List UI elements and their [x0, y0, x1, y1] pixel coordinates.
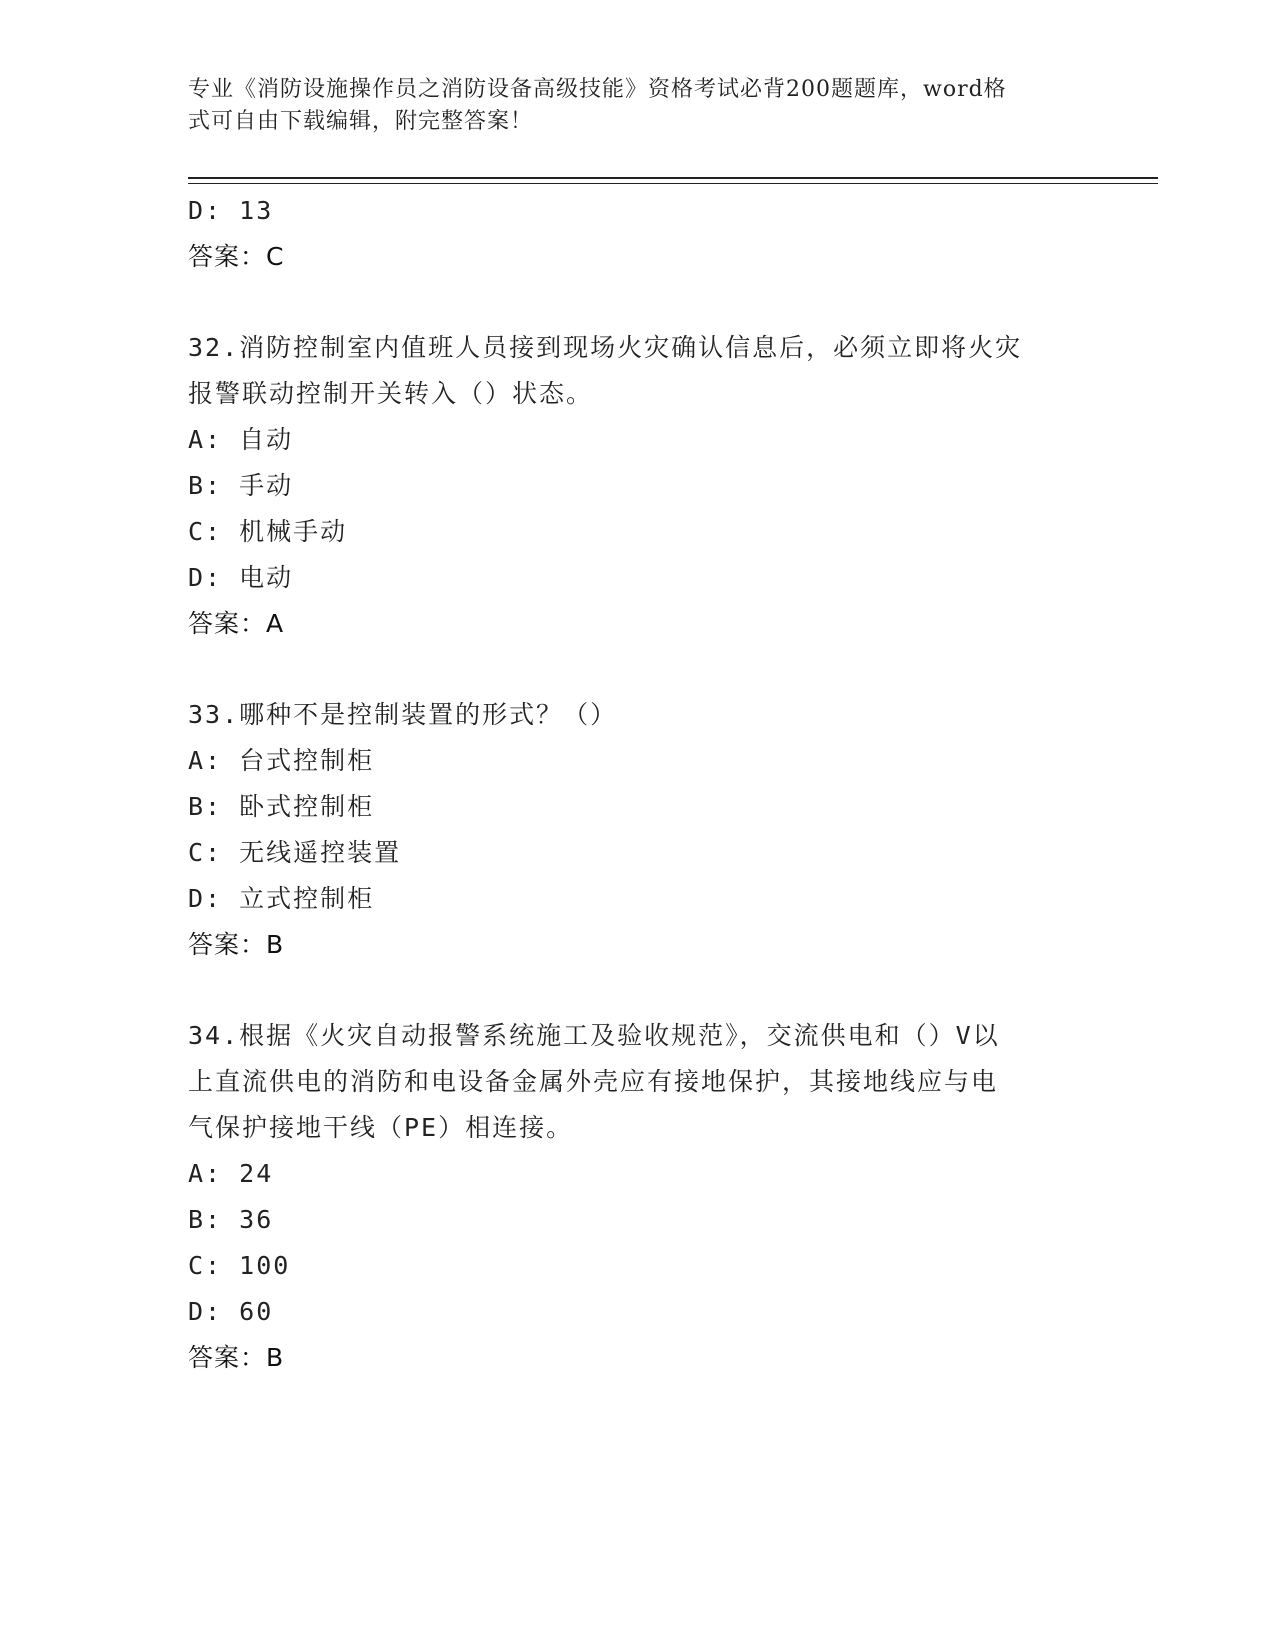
answer-line: 答案：C — [188, 242, 285, 271]
header-line-1: 专业《消防设施操作员之消防设备高级技能》资格考试必背200题题库，word格 — [188, 77, 1007, 102]
option-b: B: 手动 — [188, 471, 294, 500]
stem-line: 气保护接地干线（PE）相连接。 — [188, 1113, 574, 1142]
option-a: A: 台式控制柜 — [188, 746, 375, 775]
option-d: D: 60 — [188, 1297, 274, 1326]
option-c: C: 机械手动 — [188, 517, 348, 546]
previous-question-tail — [188, 188, 1088, 280]
option-d: D: 立式控制柜 — [188, 884, 375, 913]
question-33 — [188, 692, 1088, 968]
option-c: C: 100 — [188, 1251, 291, 1280]
stem-line: 32.消防控制室内值班人员接到现场火灾确认信息后，必须立即将火灾 — [188, 333, 1023, 362]
option-c: C: 无线遥控装置 — [188, 838, 402, 867]
question-stem — [188, 692, 1088, 738]
question-stem — [188, 325, 1088, 417]
stem-line: 33.哪种不是控制装置的形式？（） — [188, 700, 618, 729]
header-divider-thick — [188, 177, 1158, 179]
header-line-2: 式可自由下载编辑，附完整答案！ — [188, 109, 534, 134]
question-list — [188, 188, 1088, 1381]
option-b: B: 卧式控制柜 — [188, 792, 375, 821]
stem-line: 上直流供电的消防和电设备金属外壳应有接地保护，其接地线应与电 — [188, 1067, 999, 1096]
answer-line: 答案：B — [188, 930, 285, 959]
option-b: B: 36 — [188, 1205, 274, 1234]
answer-line: 答案：B — [188, 1343, 285, 1372]
option-d: D: 13 — [188, 196, 274, 225]
stem-line: 报警联动控制开关转入（）状态。 — [188, 379, 594, 408]
answer-line: 答案：A — [188, 609, 285, 638]
header-divider-thin — [188, 183, 1158, 184]
option-a: A: 自动 — [188, 425, 294, 454]
option-a: A: 24 — [188, 1159, 274, 1188]
question-stem — [188, 1013, 1088, 1151]
option-d: D: 电动 — [188, 563, 294, 592]
stem-line: 34.根据《火灾自动报警系统施工及验收规范》，交流供电和（）V以 — [188, 1021, 1000, 1050]
document-header — [188, 74, 1068, 138]
question-32 — [188, 325, 1088, 647]
question-34 — [188, 1013, 1088, 1381]
